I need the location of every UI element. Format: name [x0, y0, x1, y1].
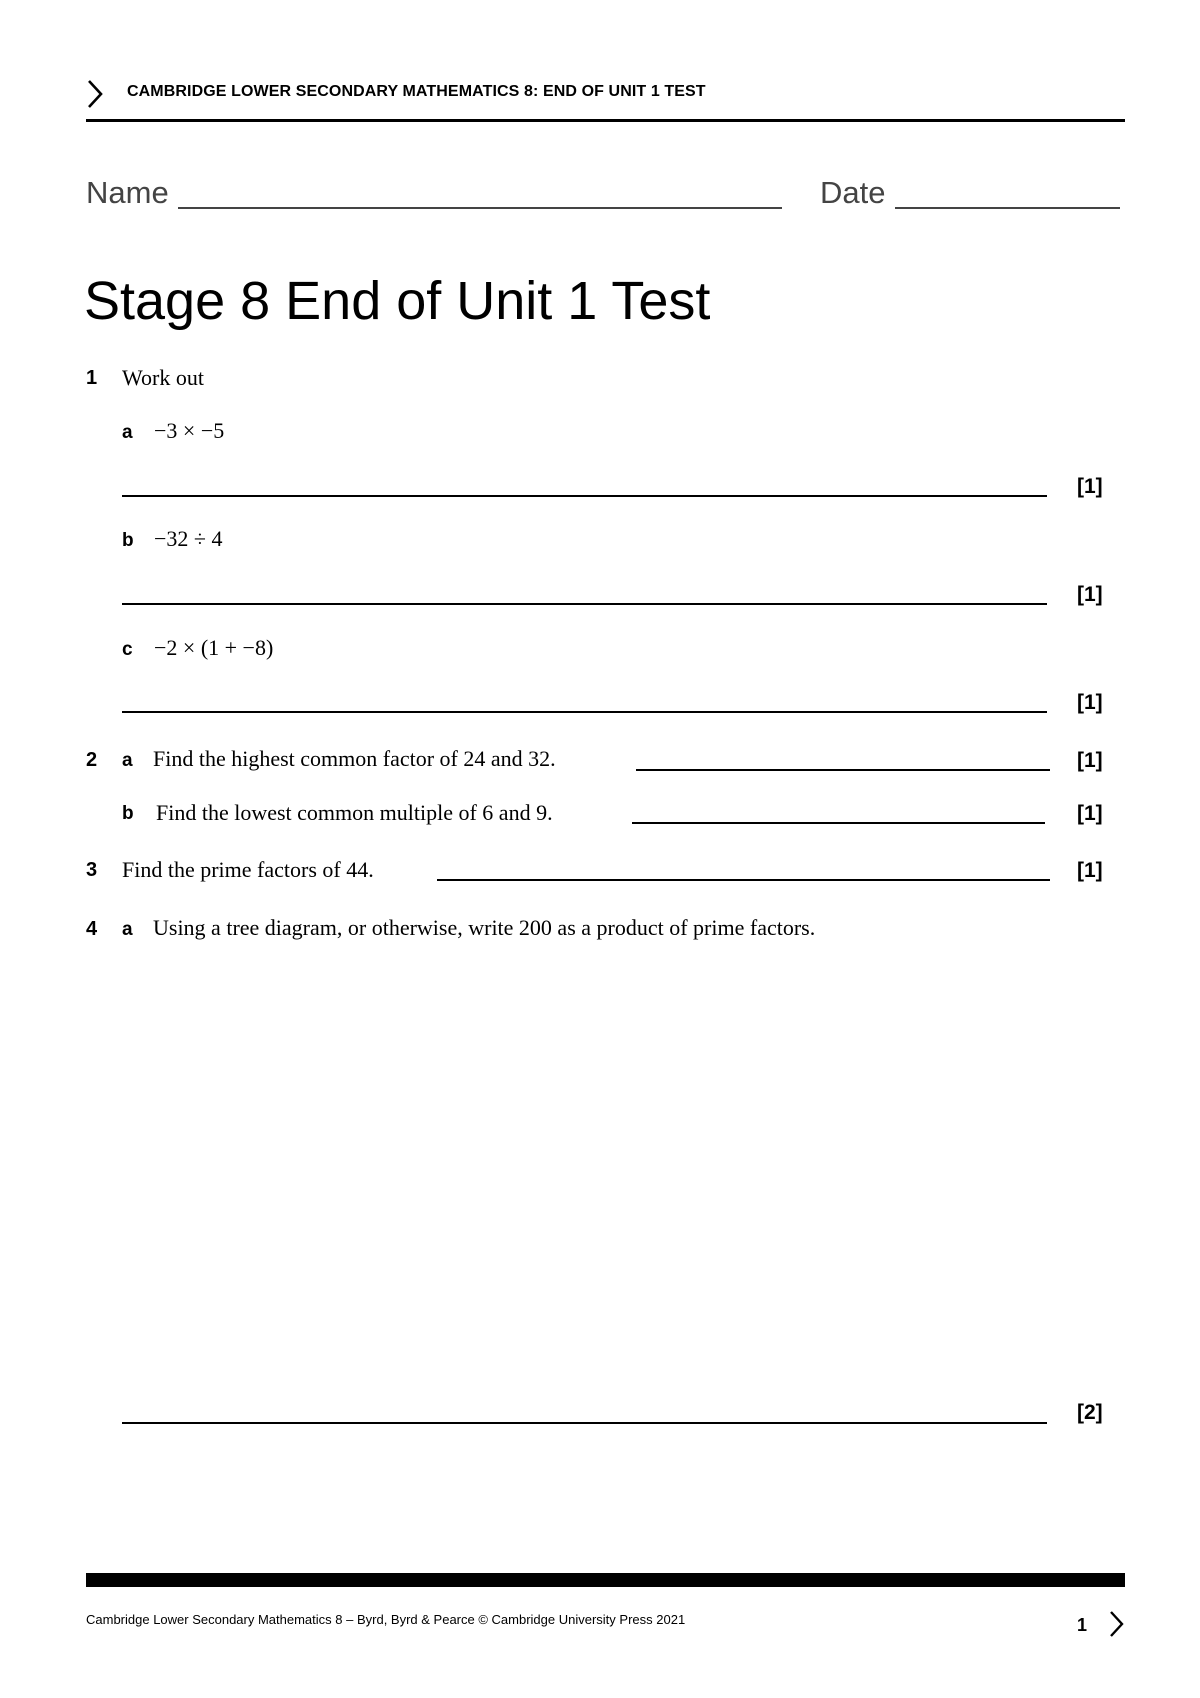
chevron-right-icon	[82, 78, 108, 110]
question-1c-label: c	[122, 639, 133, 660]
question-3-marks: [1]	[1077, 859, 1103, 882]
question-4-number: 4	[86, 918, 98, 940]
question-2b-text: Find the lowest common multiple of 6 and 9.	[156, 800, 553, 825]
name-label: Name	[86, 175, 169, 210]
question-1b-answer-line[interactable]	[122, 603, 1047, 605]
question-3-number: 3	[86, 859, 98, 881]
question-2b-answer-line[interactable]	[632, 822, 1045, 824]
question-1b-marks: [1]	[1077, 583, 1103, 606]
question-1a-answer-line[interactable]	[122, 495, 1047, 497]
question-2a-marks: [1]	[1077, 749, 1103, 772]
question-2b-marks: [1]	[1077, 802, 1103, 825]
question-4a-text: Using a tree diagram, or otherwise, write 200 as a product of prime factors.	[153, 915, 816, 940]
question-3-answer-line[interactable]	[437, 879, 1050, 881]
question-1c-expression: −2 × (1 + −8)	[154, 635, 274, 660]
question-1a-expression: −3 × −5	[154, 418, 225, 443]
date-label: Date	[820, 175, 886, 210]
question-1-number: 1	[86, 367, 98, 389]
footer-copyright: Cambridge Lower Secondary Mathematics 8 – Byrd, Byrd & Pearce © Cambridge University Press 2021	[86, 1612, 686, 1627]
question-2a-label: a	[122, 750, 133, 771]
question-2a-text: Find the highest common factor of 24 and 32.	[153, 746, 556, 771]
name-field[interactable]	[178, 207, 782, 209]
question-2b-label: b	[122, 803, 134, 824]
question-1-text: Work out	[122, 365, 204, 390]
question-1b-label: b	[122, 530, 134, 551]
question-4a-answer-line[interactable]	[122, 1422, 1047, 1424]
question-3-text: Find the prime factors of 44.	[122, 857, 374, 882]
header-divider	[86, 119, 1125, 122]
question-1c-marks: [1]	[1077, 691, 1103, 714]
date-field[interactable]	[895, 207, 1120, 209]
question-1a-marks: [1]	[1077, 475, 1103, 498]
question-4a-marks: [2]	[1077, 1401, 1103, 1424]
question-4a-label: a	[122, 919, 133, 940]
footer-divider	[86, 1573, 1125, 1587]
question-1c-answer-line[interactable]	[122, 711, 1047, 713]
question-1b-expression: −32 ÷ 4	[154, 526, 223, 551]
header-title: CAMBRIDGE LOWER SECONDARY MATHEMATICS 8: END OF UNIT 1 TEST	[127, 83, 706, 100]
page-number: 1	[1077, 1615, 1088, 1635]
question-2-number: 2	[86, 749, 98, 771]
page-title: Stage 8 End of Unit 1 Test	[84, 271, 711, 331]
question-2a-answer-line[interactable]	[636, 769, 1050, 771]
chevron-right-icon[interactable]	[1105, 1608, 1127, 1640]
question-1a-label: a	[122, 422, 133, 443]
